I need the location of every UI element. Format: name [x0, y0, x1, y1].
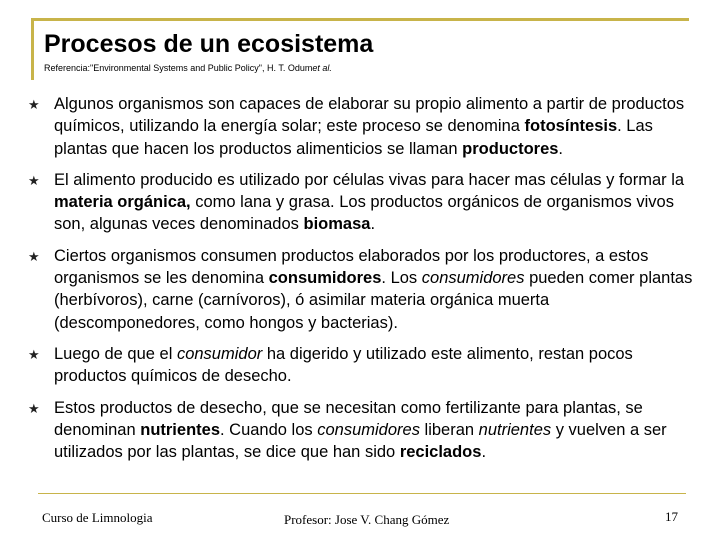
- bullet-text: consumidores: [268, 269, 382, 288]
- bullet-text: consumidores: [421, 269, 525, 288]
- footer-professor: Profesor: Jose V. Chang Gómez: [284, 512, 450, 527]
- bullet-text: .: [481, 443, 487, 462]
- bullet-text: consumidor: [176, 344, 263, 363]
- reference-et-al: et al.: [312, 63, 332, 73]
- bullet-text: . Las plantas que hacen los productos alimenticios se llaman: [54, 117, 653, 158]
- bullet-item: [28, 93, 693, 160]
- bullet-text: ha digerido y utilizado este alimento, restan pocos productos químicos de desecho.: [54, 344, 633, 386]
- bullet-text: El alimento producido es utilizado por células vivas para hacer mas células y formar la: [54, 170, 685, 189]
- bullet-text: Ciertos organismos consumen productos elaborados por los productores, a estos organismos se les denomina: [54, 246, 649, 288]
- bullet-text: .: [370, 215, 376, 234]
- bullet-text: biomasa: [303, 215, 371, 234]
- reference-line: [44, 63, 332, 73]
- bullet-text: reciclados: [399, 443, 482, 462]
- bullet-text: consumidores: [317, 420, 420, 439]
- bullet-list: [28, 93, 693, 472]
- bullet-text: materia orgánica,: [54, 193, 191, 212]
- bullet-item: [28, 245, 693, 334]
- page-number: 17: [665, 509, 678, 524]
- bullet-text: Luego de que el: [54, 344, 177, 363]
- bullet-item: [28, 343, 693, 388]
- bullet-text: como lana y grasa. Los productos orgánicos de organismos vivos son, algunas veces denominados: [54, 193, 674, 234]
- bullet-text: y vuelven a ser utilizados por las plantas, se dice que han sido: [54, 420, 667, 462]
- bullet-item: [28, 397, 693, 464]
- reference-text: Referencia:"Environmental Systems and Public Policy", H. T. Odum: [44, 63, 313, 73]
- bullet-text: . Los: [381, 269, 422, 288]
- bullet-text: nutrientes: [478, 420, 552, 439]
- star-bullet-icon: ★: [28, 97, 40, 112]
- bullet-item: [28, 169, 693, 236]
- bullet-text: pueden comer plantas (herbívoros), carne (carnívoros), ó asimilar materia orgánica muerta (descomponedores, como hongos y bacterias).: [54, 269, 693, 332]
- bullet-text: .: [558, 139, 564, 158]
- bullet-text: liberan: [419, 420, 479, 439]
- footer-course: Curso de Limnologia: [42, 510, 153, 525]
- footer-divider: [38, 493, 686, 494]
- title-frame-horizontal-rule: [31, 18, 689, 21]
- bullet-text: productores: [462, 139, 559, 158]
- star-bullet-icon: ★: [28, 400, 40, 416]
- bullet-text: fotosíntesis: [524, 117, 618, 136]
- star-bullet-icon: ★: [28, 172, 40, 188]
- bullet-text: Algunos organismos son capaces de elaborar su propio alimento a partir de productos químicos, utilizando la energía solar; este proceso se denomina: [54, 95, 685, 136]
- bullet-text: nutrientes: [140, 420, 220, 439]
- star-bullet-icon: ★: [28, 248, 40, 264]
- star-bullet-icon: ★: [28, 346, 40, 362]
- bullet-text: . Cuando los: [220, 420, 318, 439]
- title-frame-vertical-rule: [31, 18, 34, 80]
- bullet-text: Estos productos de desecho, que se necesitan como fertilizante para plantas, se denominan: [54, 398, 643, 439]
- slide-title: Procesos de un ecosistema: [44, 30, 374, 58]
